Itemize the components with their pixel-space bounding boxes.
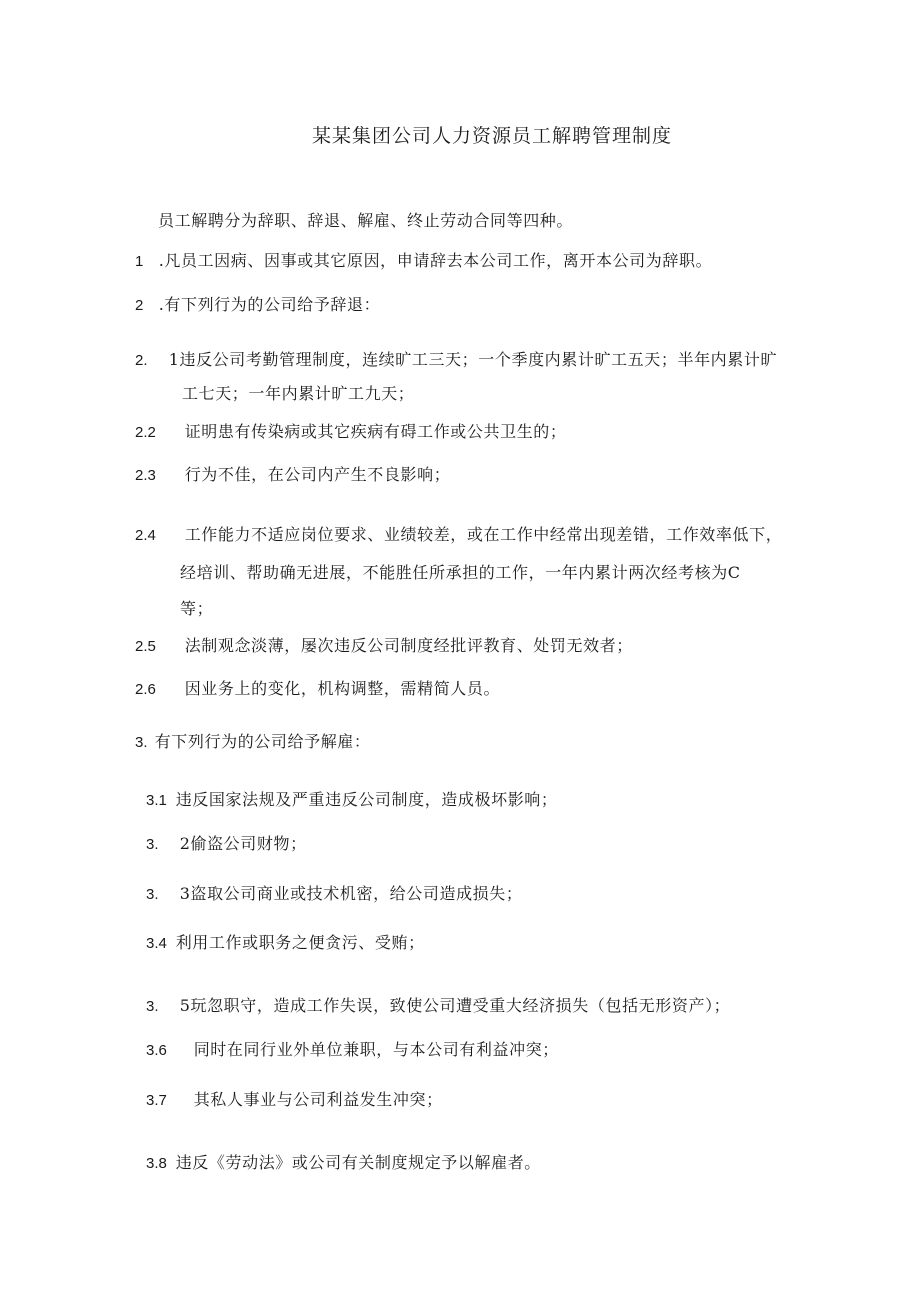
item-text: 5玩忽职守，造成工作失误，致使公司遭受重大经济损失（包括无形资产）； — [179, 996, 731, 1015]
item-text: 经培训、帮助确无进展，不能胜任所承担的工作，一年内累计两次经考核为C — [180, 563, 741, 582]
list-item-continuation — [180, 563, 741, 583]
item-number: 3.4 — [146, 935, 167, 952]
list-item — [146, 1090, 443, 1111]
item-text: 行为不佳，在公司内产生不良影响； — [184, 465, 451, 484]
list-item — [146, 1040, 559, 1061]
item-number: 3.6 — [146, 1042, 167, 1059]
item-text: 2偷盗公司财物； — [179, 834, 307, 853]
item-number: 2.3 — [135, 467, 156, 484]
item-text: 同时在同行业外单位兼职，与本公司有利益冲突； — [193, 1040, 559, 1059]
item-text: .凡员工因病、因事或其它原因，申请辞去本公司工作，离开本公司为辞职。 — [158, 251, 713, 270]
item-number: 3.7 — [146, 1092, 167, 1109]
item-number: 3. — [146, 836, 159, 853]
list-item — [146, 933, 425, 954]
item-text: 违反《劳动法》或公司有关制度规定予以解雇者。 — [175, 1153, 541, 1172]
list-item — [146, 790, 558, 811]
item-number: 3.1 — [146, 792, 167, 809]
section-heading — [135, 732, 371, 753]
item-number: 3. — [146, 886, 159, 903]
item-text: 1违反公司考勤管理制度，连续旷工三天；一个季度内累计旷工五天；半年内累计旷 — [168, 350, 778, 369]
item-number: 3. — [146, 998, 159, 1015]
list-item — [135, 636, 633, 657]
list-item — [135, 295, 380, 316]
item-number: 1 — [135, 253, 144, 270]
list-item — [135, 422, 567, 443]
item-number: 2.5 — [135, 638, 156, 655]
item-text: 利用工作或职务之便贪污、受贿； — [175, 933, 425, 952]
item-text: 工作能力不适应岗位要求、业绩较差，或在工作中经常出现差错，工作效率低下， — [184, 525, 783, 544]
item-text: .有下列行为的公司给予辞退： — [158, 295, 381, 314]
item-text: 法制观念淡薄，屡次违反公司制度经批评教育、处罚无效者； — [184, 636, 633, 655]
intro-paragraph — [158, 211, 573, 231]
item-number: 2.4 — [135, 527, 156, 544]
intro-text: 员工解聘分为辞职、辞退、解雇、终止劳动合同等四种。 — [158, 211, 574, 230]
list-item — [135, 465, 450, 486]
item-number: 2.6 — [135, 681, 156, 698]
item-text: 有下列行为的公司给予解雇： — [154, 732, 371, 751]
item-number: 2.2 — [135, 424, 156, 441]
item-number: 2 — [135, 297, 144, 314]
list-item — [146, 884, 522, 905]
item-number: 2. — [135, 352, 148, 369]
item-text: 违反国家法规及严重违反公司制度，造成极坏影响； — [175, 790, 558, 809]
item-text: 其私人事业与公司利益发生冲突； — [193, 1090, 443, 1109]
list-item — [146, 834, 307, 855]
document-title: 某某集团公司人力资源员工解聘管理制度 — [311, 125, 672, 147]
item-text: 证明患有传染病或其它疾病有碍工作或公共卫生的； — [184, 422, 567, 441]
list-item — [146, 996, 730, 1017]
list-item-continuation — [182, 384, 414, 404]
item-text: 等； — [180, 599, 214, 618]
list-item — [135, 251, 712, 272]
list-item — [146, 1153, 541, 1174]
item-number: 3.8 — [146, 1155, 167, 1172]
list-item — [135, 350, 777, 371]
list-item — [135, 525, 782, 546]
item-number: 3. — [135, 734, 148, 751]
item-text: 3盗取公司商业或技术机密，给公司造成损失； — [179, 884, 523, 903]
item-text: 工七天；一年内累计旷工九天； — [182, 384, 415, 403]
list-item — [135, 679, 500, 700]
list-item-continuation — [180, 599, 213, 619]
item-text: 因业务上的变化，机构调整，需精简人员。 — [184, 679, 501, 698]
